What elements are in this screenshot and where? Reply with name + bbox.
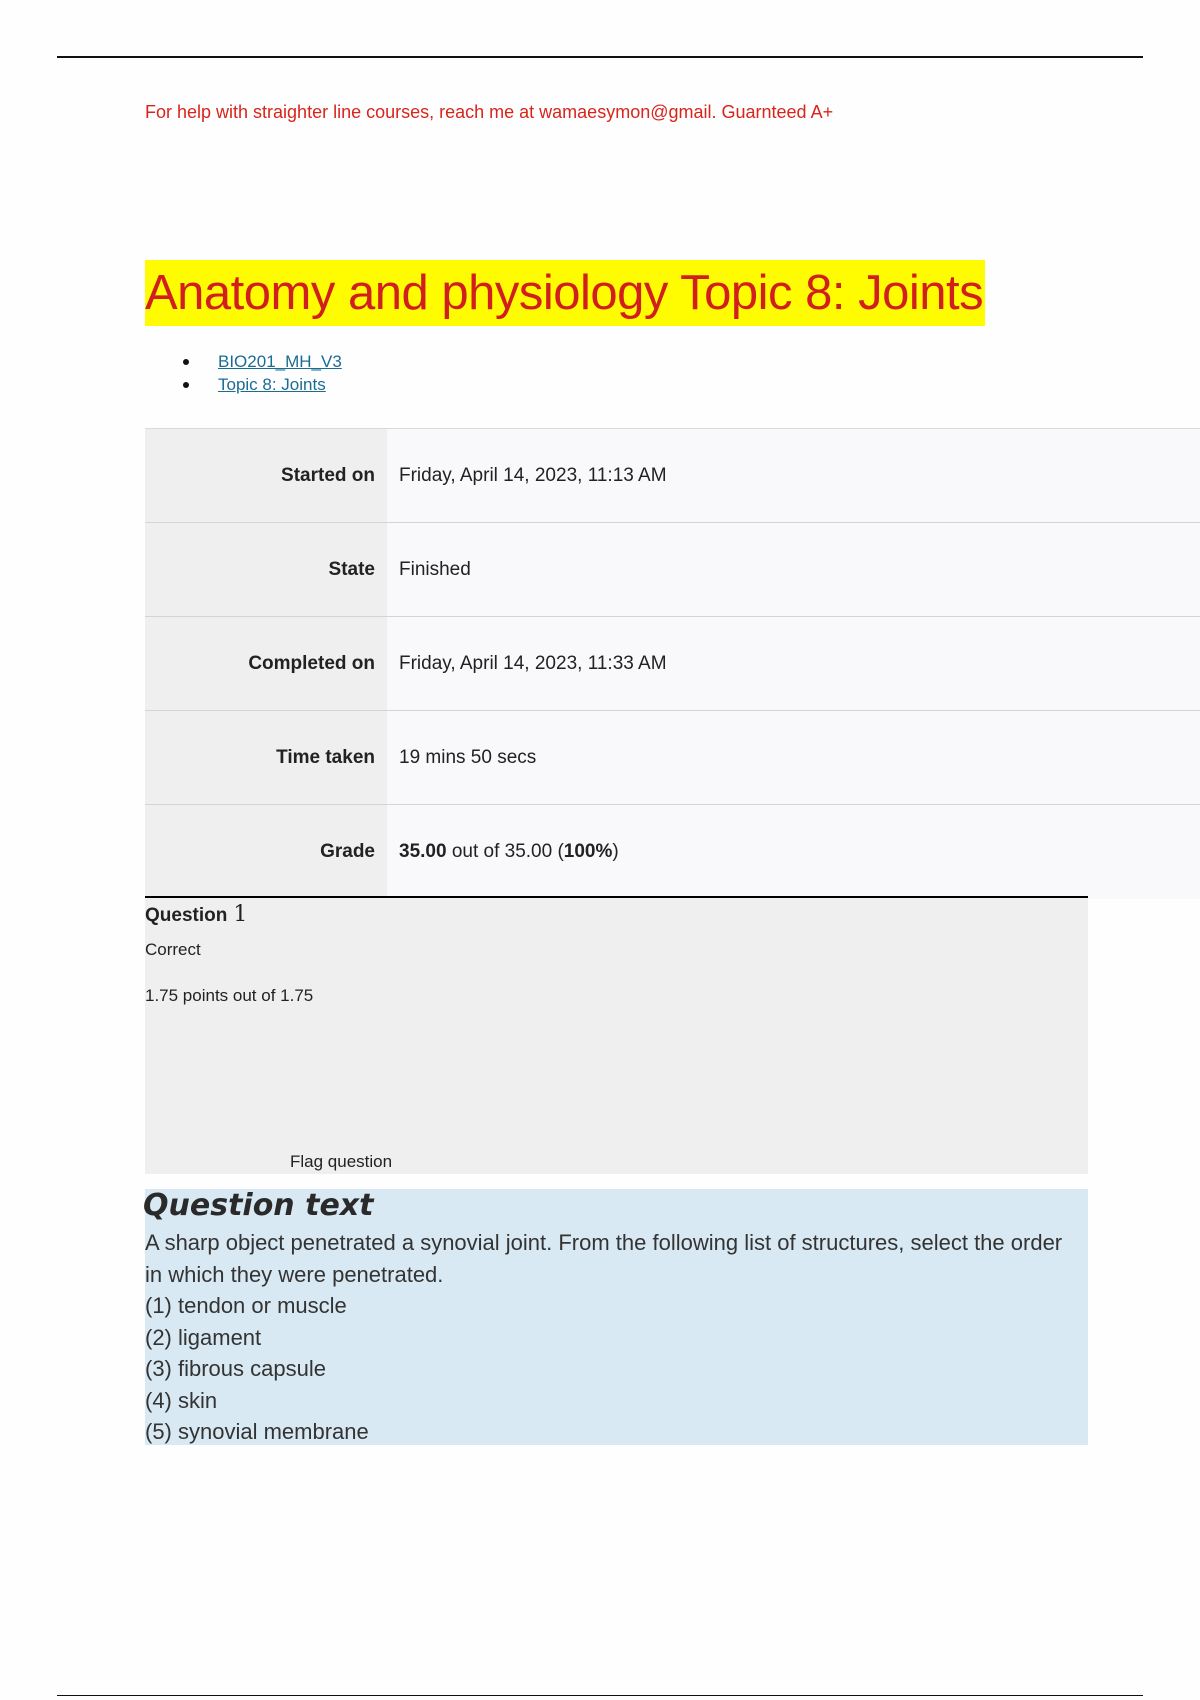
breadcrumb-item: [183, 350, 342, 373]
summary-value: Finished: [387, 523, 1200, 617]
breadcrumb: [183, 350, 342, 396]
summary-value: Friday, April 14, 2023, 11:13 AM: [387, 429, 1200, 523]
breadcrumb-link-topic[interactable]: Topic 8: Joints: [218, 375, 326, 394]
grade-score: 35.00: [399, 841, 447, 862]
attempt-summary-table: [145, 428, 1200, 899]
question-number-value: 1: [233, 902, 248, 927]
summary-row: [145, 523, 1200, 617]
flag-question-link[interactable]: Flag question: [290, 1152, 393, 1171]
question-grade: 1.75 points out of 1.75: [145, 986, 314, 1005]
breadcrumb-item: [183, 373, 342, 396]
top-rule: [57, 56, 1143, 58]
question-text-heading: Question text: [143, 1188, 374, 1223]
question-prompt: A sharp object penetrated a synovial joint. From the following list of structures, select the order in which they were penetrated.: [145, 1230, 1063, 1287]
question-body: [145, 1227, 1085, 1448]
grade-out-of: out of 35.00 (: [446, 841, 564, 862]
summary-row: [145, 617, 1200, 711]
summary-label: Completed on: [145, 617, 387, 711]
grade-close: ): [612, 841, 619, 862]
summary-label: Started on: [145, 429, 387, 523]
summary-label: State: [145, 523, 387, 617]
summary-label: Time taken: [145, 711, 387, 805]
summary-value: 19 mins 50 secs: [387, 711, 1200, 805]
question-number: [145, 902, 247, 927]
question-option: (3) fibrous capsule: [145, 1356, 326, 1381]
breadcrumb-link-course[interactable]: BIO201_MH_V3: [218, 352, 342, 371]
question-option: (5) synovial membrane: [145, 1419, 369, 1444]
question-text-panel: [145, 1189, 1088, 1445]
question-option: (2) ligament: [145, 1324, 262, 1350]
bottom-rule: [57, 1695, 1143, 1696]
summary-row: [145, 805, 1200, 900]
summary-row: [145, 711, 1200, 805]
grade-value: [387, 805, 1200, 900]
summary-label: Grade: [145, 805, 387, 900]
grade-percent: 100%: [563, 841, 613, 862]
page-title: Anatomy and physiology Topic 8: Joints: [145, 260, 985, 326]
question-info-panel: [145, 896, 1088, 1174]
question-label: Question: [145, 905, 228, 926]
question-option: (1) tendon or muscle: [145, 1293, 347, 1318]
summary-row: [145, 429, 1200, 523]
promo-note: For help with straighter line courses, reach me at wamaesymon@gmail. Guarnteed A+: [145, 102, 834, 122]
question-state: Correct: [145, 940, 201, 959]
question-option: (4) skin: [145, 1387, 218, 1413]
summary-value: Friday, April 14, 2023, 11:33 AM: [387, 617, 1200, 711]
